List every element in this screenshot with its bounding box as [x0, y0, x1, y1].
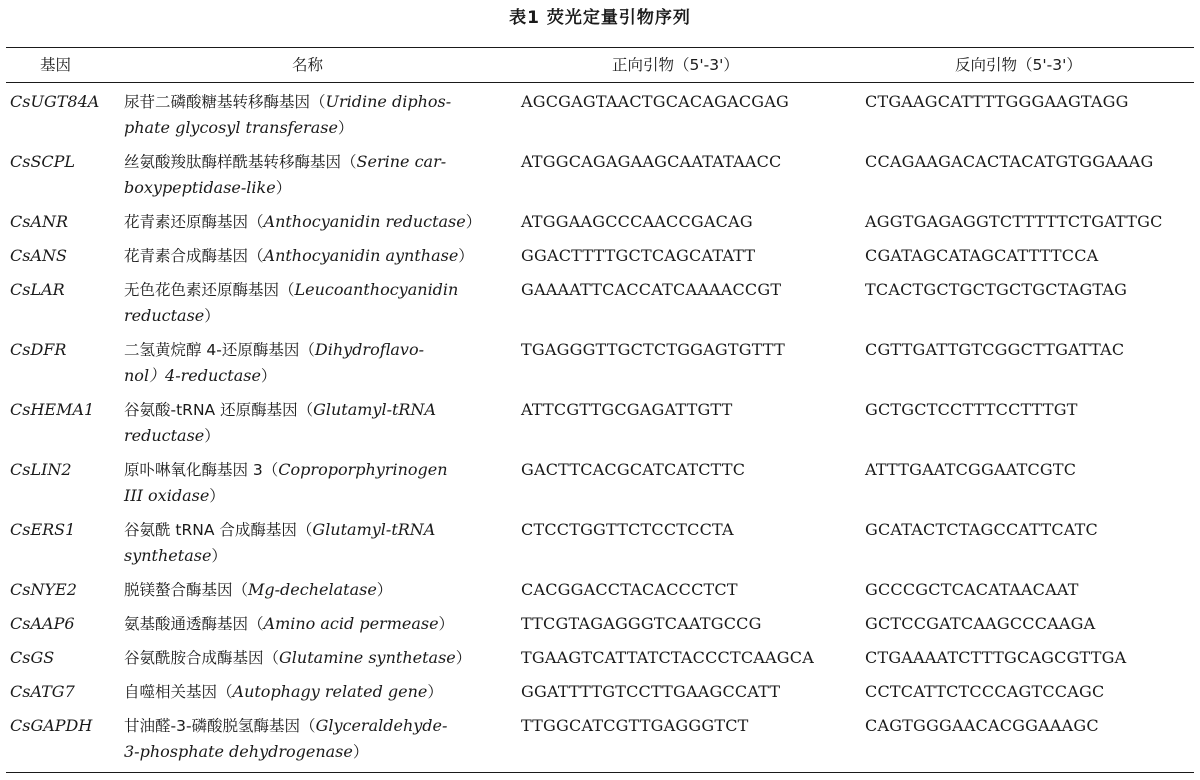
forward-primer-sequence: TGAAGTCATTATCTACCCTCAAGCA: [521, 648, 814, 667]
gene-name-chinese: 花青素还原酶基因（: [124, 213, 264, 231]
gene-name-chinese: 脱镁螯合酶基因（: [124, 581, 249, 599]
gene-name-chinese: 甘油醛-3-磷酸脱氢酶基因（: [124, 717, 316, 735]
reverse-primer-sequence: GCTCCGATCAAGCCCAAGA: [865, 614, 1096, 633]
gene-name: [124, 577, 514, 603]
gene-name-chinese: 氨基酸通透酶基因（: [124, 615, 264, 633]
gene-name-english-continued: boxypeptidase-like: [124, 178, 276, 197]
gene-name-english: Glutamyl-tRNA: [313, 400, 437, 419]
gene-name-chinese: 无色花色素还原酶基因（: [124, 281, 295, 299]
gene-name-close-paren: ）: [352, 743, 369, 761]
table-header-rule: [6, 82, 1194, 83]
forward-primer-sequence: GGATTTTGTCCTTGAAGCCATT: [521, 682, 781, 701]
table-header-row: [0, 52, 1200, 78]
forward-primer-sequence: CACGGACCTACACCCTCT: [521, 580, 738, 599]
gene-name-english: Uridine diphos-: [325, 92, 452, 111]
forward-primer-sequence: TTGGCATCGTTGAGGGTCT: [521, 716, 749, 735]
gene-name-chinese: 丝氨酸羧肽酶样酰基转移酶基因（: [124, 153, 357, 171]
reverse-primer-sequence: CGTTGATTGTCGGCTTGATTAC: [865, 340, 1125, 359]
gene-symbol: CsLAR: [10, 280, 65, 299]
gene-name: [124, 277, 514, 329]
reverse-primer-sequence: CTGAAGCATTTTGGGAAGTAGG: [865, 92, 1129, 111]
gene-name-close-paren: ）: [465, 213, 482, 231]
forward-primer-sequence: CTCCTGGTTCTCCTCCTA: [521, 520, 734, 539]
gene-name-close-paren: ）: [204, 307, 220, 325]
gene-name-close-paren: ）: [376, 581, 393, 599]
gene-name-english: Dihydroflavo-: [314, 340, 424, 359]
gene-name-chinese: 花青素合成酶基因（: [124, 247, 264, 265]
reverse-primer-sequence: CGATAGCATAGCATTTTCCA: [865, 246, 1099, 265]
header-reverse-primer: 反向引物（5'-3'）: [955, 56, 1082, 74]
gene-name-english-continued: nol）4-reductase: [124, 366, 261, 385]
reverse-primer-sequence: CTGAAAATCTTTGCAGCGTTGA: [865, 648, 1127, 667]
gene-name-english: Coproporphyrinogen: [278, 460, 448, 479]
gene-name-close-paren: ）: [455, 649, 472, 667]
gene-name-chinese: 谷氨酰胺合成酶基因（: [124, 649, 280, 667]
gene-symbol: CsAAP6: [10, 614, 75, 633]
forward-primer-sequence: ATGGCAGAGAAGCAATATAACC: [521, 152, 782, 171]
gene-name-close-paren: ）: [458, 247, 474, 265]
forward-primer-sequence: GAAAATTCACCATCAAAACCGT: [521, 280, 782, 299]
gene-name: [124, 679, 514, 705]
gene-name: [124, 149, 514, 201]
gene-name-english: Anthocyanidin aynthase: [263, 246, 459, 265]
gene-name: [124, 337, 514, 389]
gene-name-english-continued: synthetase: [124, 546, 212, 565]
gene-name: [124, 457, 514, 509]
gene-symbol: CsGS: [10, 648, 55, 667]
gene-symbol: CsATG7: [10, 682, 75, 701]
table-top-rule: [6, 47, 1194, 48]
gene-name-english: Glutamine synthetase: [279, 648, 456, 667]
gene-name-chinese: 尿苷二磷酸糖基转移酶基因（: [124, 93, 326, 111]
gene-name: [124, 611, 514, 637]
gene-symbol: CsDFR: [10, 340, 67, 359]
gene-name-close-paren: ）: [337, 119, 354, 137]
gene-name-english-continued: 3-phosphate dehydrogenase: [124, 742, 353, 761]
reverse-primer-sequence: CCTCATTCTCCCAGTCCAGC: [865, 682, 1105, 701]
forward-primer-sequence: GACTTCACGCATCATCTTC: [521, 460, 746, 479]
gene-name: [124, 713, 514, 765]
gene-name: [124, 517, 514, 569]
table-caption: 表1 荧光定量引物序列: [509, 8, 691, 28]
gene-name-close-paren: ）: [427, 683, 443, 701]
gene-name-chinese: 自噬相关基因（: [124, 683, 233, 701]
gene-name-english: Leucoanthocyanidin: [294, 280, 459, 299]
header-name: 名称: [292, 56, 324, 74]
reverse-primer-sequence: TCACTGCTGCTGCTGCTAGTAG: [865, 280, 1128, 299]
reverse-primer-sequence: GCATACTCTAGCCATTCATC: [865, 520, 1098, 539]
header-forward-primer: 正向引物（5'-3'）: [612, 56, 739, 74]
forward-primer-sequence: ATGGAAGCCCAACCGACAG: [521, 212, 753, 231]
gene-name: [124, 243, 514, 269]
gene-name: [124, 397, 514, 449]
gene-symbol: CsLIN2: [10, 460, 72, 479]
gene-name-english: Mg-dechelatase: [248, 580, 377, 599]
header-gene: 基因: [40, 56, 72, 74]
gene-symbol: CsHEMA1: [10, 400, 95, 419]
gene-name-english-continued: reductase: [124, 306, 205, 325]
gene-name-chinese: 原卟啉氧化酶基因 3（: [124, 461, 279, 479]
gene-name-close-paren: ）: [260, 367, 277, 385]
table-bottom-rule: [6, 772, 1194, 773]
forward-primer-sequence: GGACTTTTGCTCAGCATATT: [521, 246, 756, 265]
gene-symbol: CsERS1: [10, 520, 76, 539]
gene-symbol: CsUGT84A: [10, 92, 100, 111]
reverse-primer-sequence: AGGTGAGAGGTCTTTTTCTGATTGC: [865, 212, 1163, 231]
gene-symbol: CsNYE2: [10, 580, 77, 599]
gene-symbol: CsGAPDH: [10, 716, 93, 735]
gene-symbol: CsANS: [10, 246, 67, 265]
forward-primer-sequence: ATTCGTTGCGAGATTGTT: [521, 400, 733, 419]
gene-name-english: Amino acid permease: [263, 614, 439, 633]
gene-name: [124, 645, 514, 671]
gene-name-close-paren: ）: [209, 487, 225, 505]
forward-primer-sequence: AGCGAGTAACTGCACAGACGAG: [521, 92, 789, 111]
gene-name-english: Glutamyl-tRNA: [312, 520, 436, 539]
gene-name-chinese: 谷氨酰 tRNA 合成酶基因（: [124, 521, 313, 539]
gene-name-english: Glyceraldehyde-: [315, 716, 448, 735]
gene-name: [124, 89, 514, 141]
gene-name-english: Autophagy related gene: [232, 682, 428, 701]
gene-name: [124, 209, 514, 235]
gene-name-close-paren: ）: [211, 547, 227, 565]
reverse-primer-sequence: ATTTGAATCGGAATCGTC: [865, 460, 1077, 479]
gene-name-english: Anthocyanidin reductase: [263, 212, 466, 231]
gene-name-chinese: 谷氨酸-tRNA 还原酶基因（: [124, 401, 314, 419]
reverse-primer-sequence: GCCCGCTCACATAACAAT: [865, 580, 1079, 599]
gene-name-english: Serine car-: [356, 152, 447, 171]
gene-name-english-continued: III oxidase: [124, 486, 210, 505]
reverse-primer-sequence: CAGTGGGAACACGGAAAGC: [865, 716, 1099, 735]
gene-name-chinese: 二氢黄烷醇 4-还原酶基因（: [124, 341, 315, 359]
reverse-primer-sequence: CCAGAAGACACTACATGTGGAAAG: [865, 152, 1154, 171]
gene-name-close-paren: ）: [275, 179, 292, 197]
reverse-primer-sequence: GCTGCTCCTTTCCTTTGT: [865, 400, 1078, 419]
gene-name-english-continued: phate glycosyl transferase: [124, 118, 338, 137]
gene-symbol: CsSCPL: [10, 152, 76, 171]
forward-primer-sequence: TGAGGGTTGCTCTGGAGTGTTT: [521, 340, 785, 359]
gene-symbol: CsANR: [10, 212, 69, 231]
forward-primer-sequence: TTCGTAGAGGGTCAATGCCG: [521, 614, 762, 633]
gene-name-close-paren: ）: [438, 615, 455, 633]
gene-name-close-paren: ）: [204, 427, 220, 445]
gene-name-english-continued: reductase: [124, 426, 205, 445]
